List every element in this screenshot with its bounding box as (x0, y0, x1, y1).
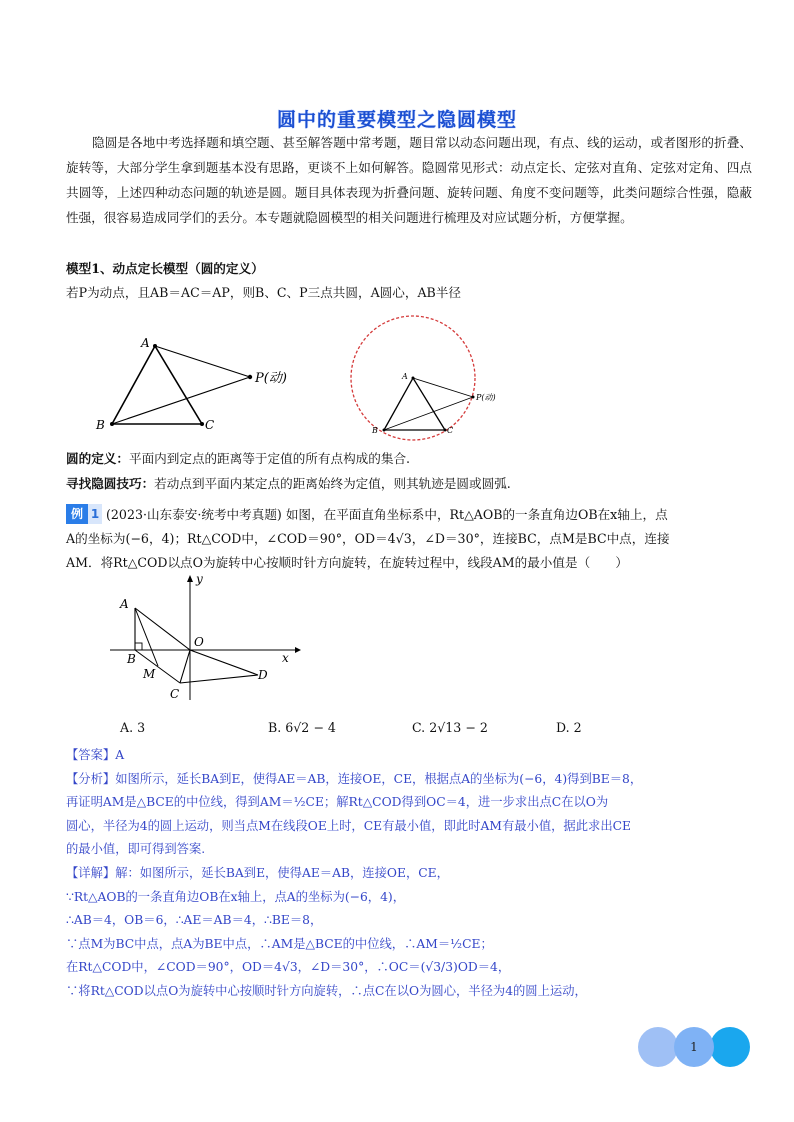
option-b[interactable]: B. 6√2 − 4 (268, 720, 336, 735)
fig1-label-b: B (96, 418, 105, 432)
fig3-label-y: y (196, 572, 203, 586)
figure-coordinate-diagram (100, 570, 310, 705)
solution-line: ∵Rt△AOB的一条直角边OB在x轴上，点A的坐标为(−6，4)， (66, 889, 406, 904)
intro-paragraph: 隐圆是各地中考选择题和填空题、甚至解答题中常考题，题目常以动态问题出现，有点、线的运动，或者图形的折叠、旋转等，大部分学生拿到题基本没有思路，更谈不上如何解答。隐圆常见形式：动点定长、定弦对直角、定弦对定角、四点共圆等，上述四种动态问题的轨迹是圆。题目具体表现为折叠问题、旋转问题、角度不变问题等，此类问题综合性强，隐蔽性强，很容易造成同学们的丢分。本专题就隐圆模型的相关问题进行梳理及对应试题分析，方便掌握。 (66, 135, 752, 225)
answer-options (0, 720, 794, 740)
example-line-1: (2023·山东泰安·统考中考真题) 如图，在平面直角坐标系中，Rt△AOB的一条直角边OB在x轴上，点 (106, 507, 668, 522)
option-d[interactable]: D. 2 (556, 720, 582, 735)
option-a[interactable]: A. 3 (120, 720, 146, 735)
hidden-circle-tip (66, 471, 756, 496)
fig3-label-o: O (194, 635, 204, 649)
definition-text: 平面内到定点的距离等于定值的所有点构成的集合. (128, 451, 411, 466)
fig3-label-c: C (170, 687, 180, 701)
solution-block (66, 744, 756, 1004)
page-title: 圆中的重要模型之隐圆模型 (276, 109, 517, 131)
fig2-label-a: A (402, 372, 408, 381)
answer-line: 【答案】A (66, 748, 125, 762)
example-line-2: A的坐标为(−6，4)；Rt△COD中，∠COD＝90°，OD＝4√3，∠D＝30°，连接BC，点M是BC中点，连接 (66, 531, 670, 546)
fig1-label-p: P(动) (255, 371, 287, 386)
example-number: 1 (88, 504, 102, 524)
fig1-label-c: C (205, 418, 215, 432)
example-line-3: AM．将Rt△COD以点O为旋转中心按顺时针方向旋转，在旋转过程中，线段AM的最小值是（ ） (66, 555, 628, 570)
tip-label: 寻找隐圆技巧： (66, 476, 155, 491)
fig3-label-x: x (282, 651, 289, 665)
model1-statement: 若P为动点，且AB＝AC＝AP，则B、C、P三点共圆，A圆心，AB半径 (66, 285, 461, 300)
solution-line: ∴AB＝4，OB＝6，∴AE＝AB＝4，∴BE＝8， (66, 913, 323, 928)
example-badge: 例 (66, 504, 88, 524)
solution-line: 【详解】解：如图所示，延长BA到E，使得AE＝AB，连接OE，CE， (66, 865, 449, 880)
model1-heading: 模型1、动点定长模型（圆的定义） (66, 261, 264, 276)
analysis-line: 圆心，半径为4的圆上运动，则当点M在线段OE上时，CE有最小值，即此时AM有最小值，据此求出CE (66, 818, 631, 833)
definition-label: 圆的定义： (66, 451, 129, 466)
solution-line: 在Rt△COD中，∠COD＝90°，OD＝4√3，∠D＝30°，∴OC＝(√3/3)OD＝4， (66, 960, 511, 975)
fig2-label-b: B (372, 426, 378, 435)
fig3-label-d: D (258, 668, 268, 682)
option-c[interactable]: C. 2√13 − 2 (412, 720, 488, 735)
fig1-label-a: A (141, 336, 150, 350)
page-number: 1 (674, 1027, 714, 1067)
analysis-line: 再证明AM是△BCE的中位线，得到AM＝½CE；解Rt△COD得到OC＝4，进一步求出点C在以O为 (66, 795, 609, 810)
page-decor-circle-right (710, 1027, 750, 1067)
figure-triangle-dynamic-point (90, 330, 320, 440)
analysis-line: 的最小值，即可得到答案. (66, 842, 206, 857)
fig3-label-a: A (120, 597, 129, 611)
solution-line: ∵将Rt△COD以点O为旋转中心按顺时针方向旋转，∴点C在以O为圆心，半径为4的圆上运动， (66, 983, 587, 998)
fig2-label-c: C (447, 426, 454, 435)
circle-definition (66, 446, 756, 471)
solution-line: ∵点M为BC中点，点A为BE中点，∴AM是△BCE的中位线，∴AM＝½CE； (66, 936, 493, 951)
fig3-label-b: B (127, 652, 136, 666)
figure-hidden-circle (345, 305, 505, 455)
tip-text: 若动点到平面内某定点的距离始终为定值，则其轨迹是圆或圆弧. (154, 476, 511, 491)
analysis-line: 【分析】如图所示，延长BA到E，使得AE＝AB，连接OE，CE，根据点A的坐标为(−6，4)得到BE＝8， (66, 771, 643, 786)
fig3-label-m: M (143, 667, 156, 681)
fig2-label-p: P(动) (476, 393, 496, 402)
page-decor-circle-left (638, 1027, 678, 1067)
